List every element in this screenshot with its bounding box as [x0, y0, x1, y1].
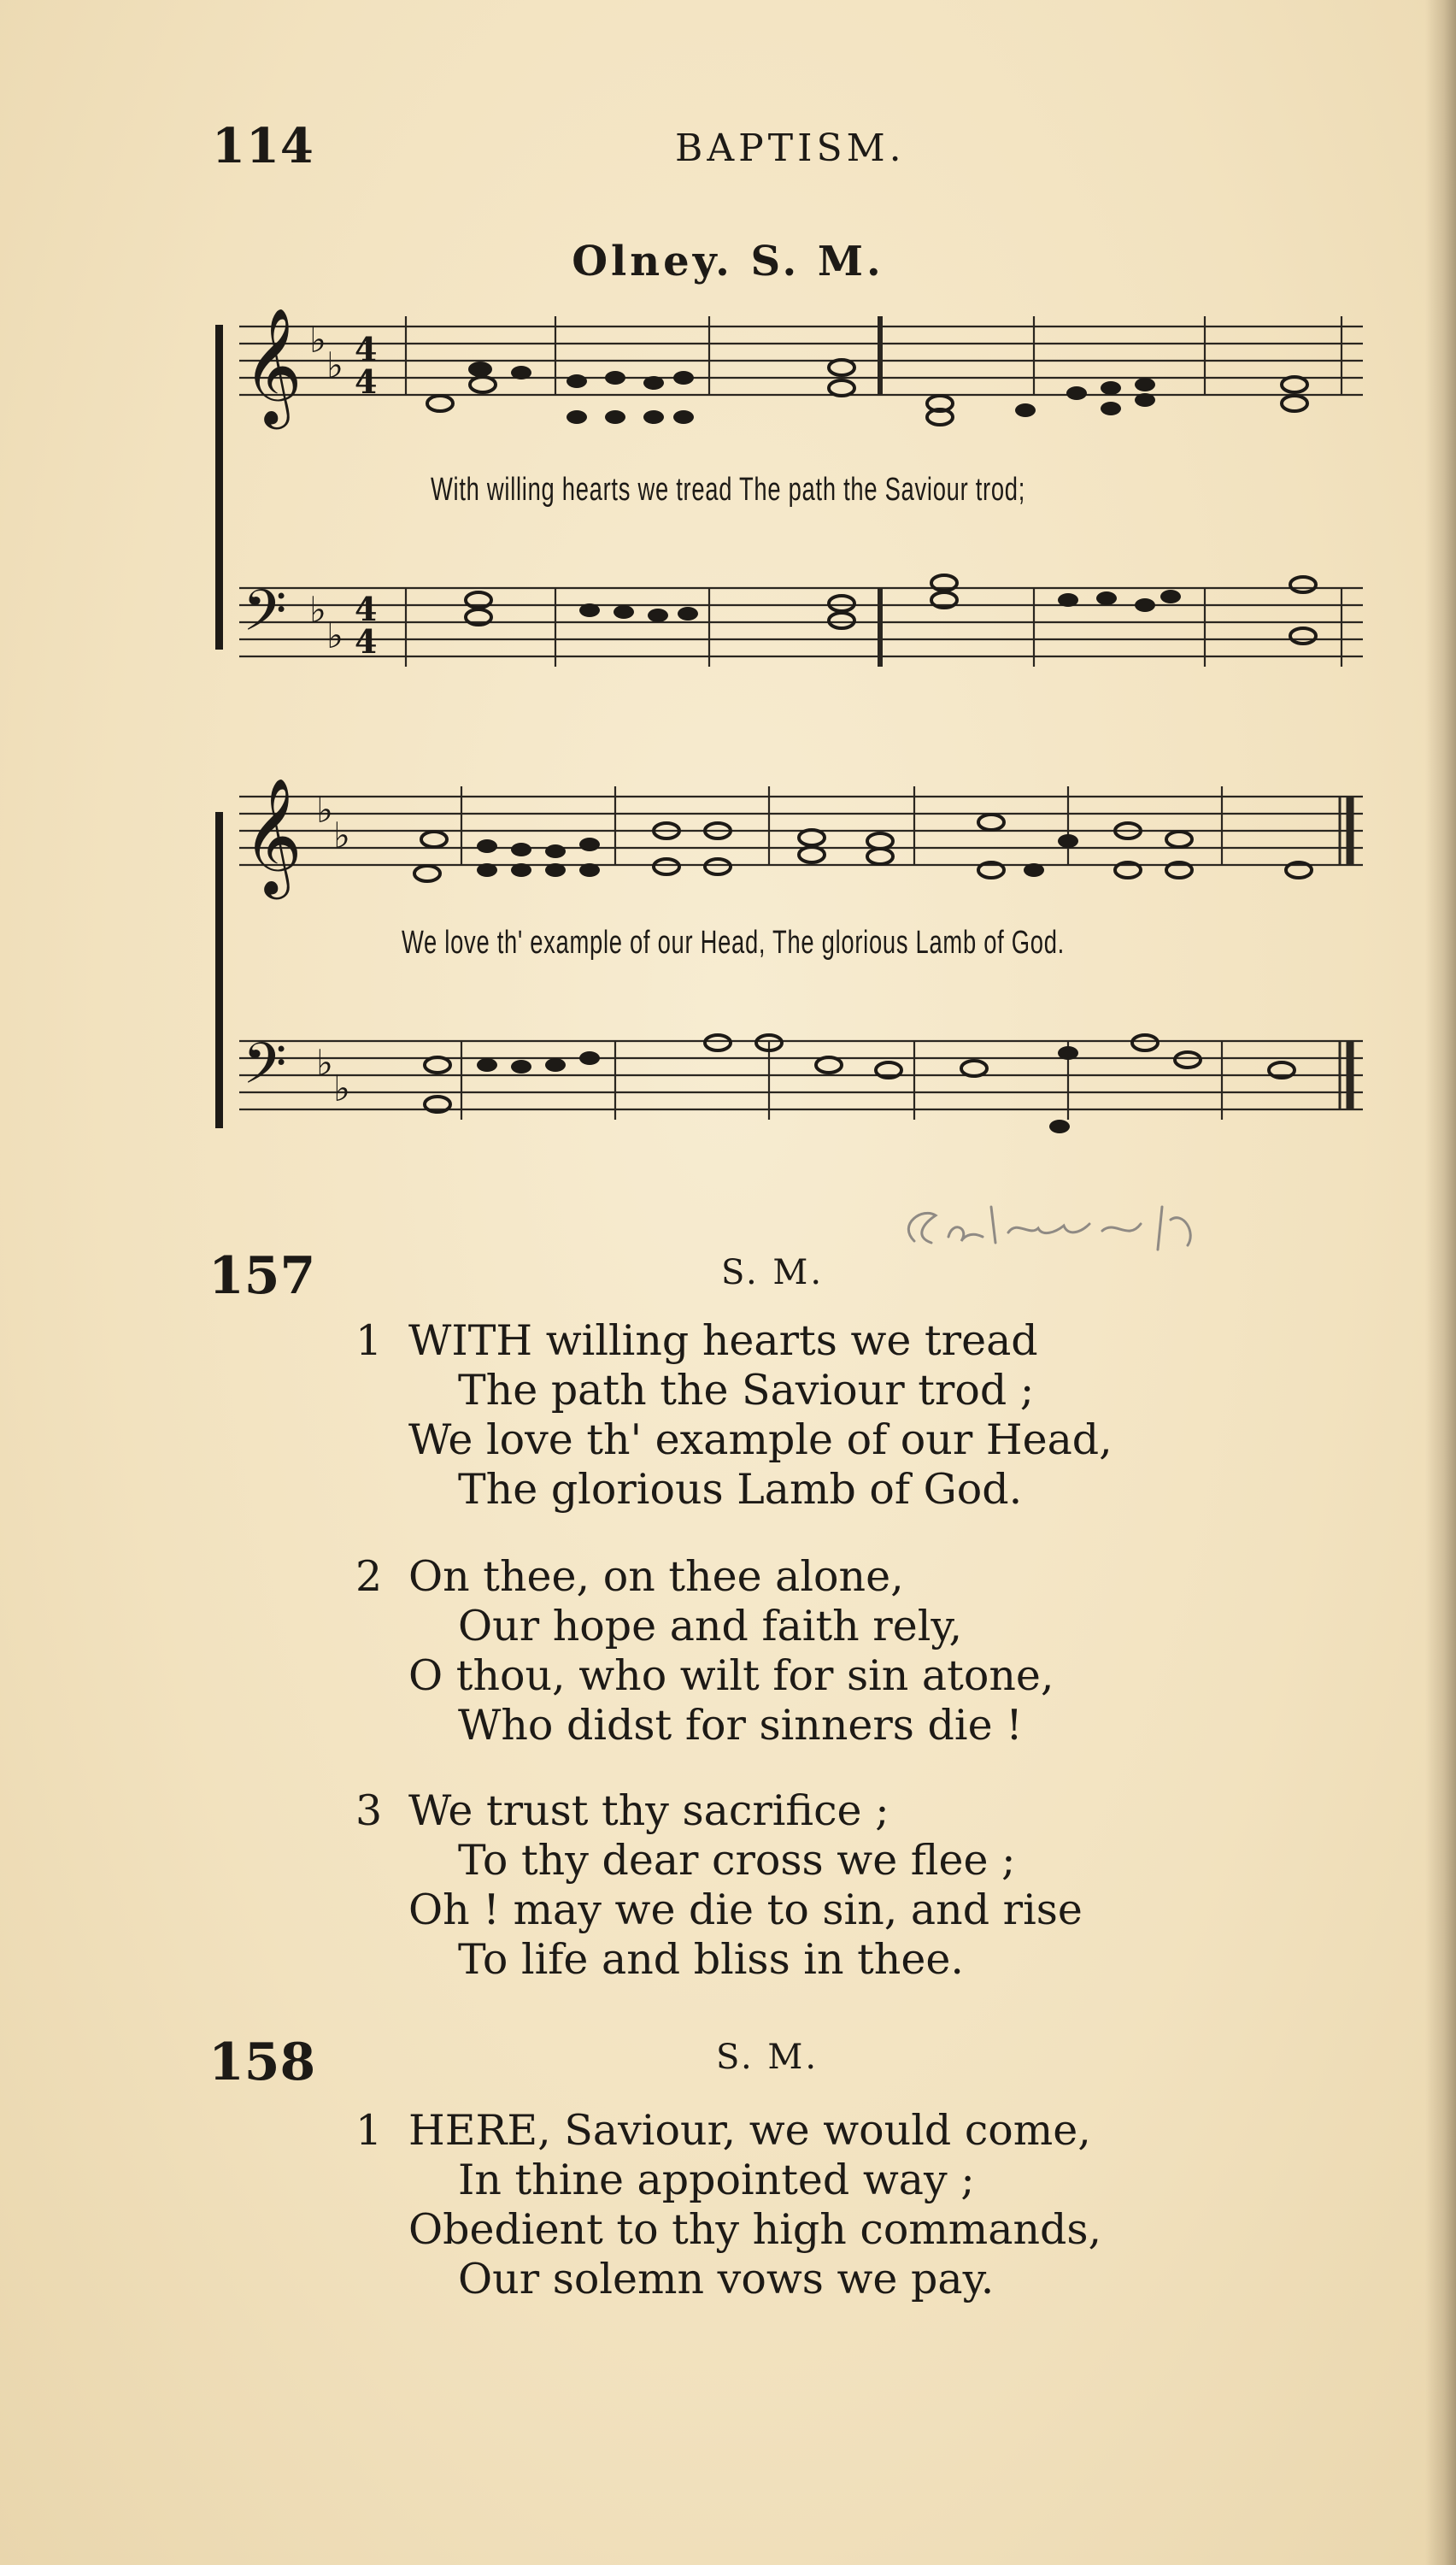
tune-title: Olney. S. M.	[572, 238, 884, 285]
page-header	[0, 118, 1456, 186]
stanza-number: 1	[355, 1316, 383, 1365]
stanza-line: We love th' example of our Head,	[408, 1415, 1113, 1464]
svg-text:4: 4	[355, 590, 378, 628]
stanza-line: We trust thy sacrifice ;	[408, 1786, 889, 1835]
stanza-line: In thine appointed way ;	[458, 2156, 975, 2204]
hymn-157-stanza-1	[355, 1316, 1113, 1515]
stanza-line: Our solemn vows we pay.	[458, 2255, 995, 2303]
svg-text:♭: ♭	[309, 319, 326, 361]
stanza-line: On thee, on thee alone,	[408, 1552, 904, 1601]
tune-lyrics-line-1: With willing hearts we tread The path the Saviour trod;	[431, 472, 1026, 508]
svg-text:𝄢: 𝄢	[243, 1031, 287, 1110]
handwritten-note-signature	[889, 1190, 1248, 1267]
stanza-line: Oh ! may we die to sin, and rise	[408, 1886, 1083, 1934]
stanza-line: Who didst for sinners die !	[458, 1701, 1023, 1750]
svg-text:4: 4	[355, 362, 378, 401]
stanza-line: To thy dear cross we flee ;	[458, 1836, 1016, 1885]
hymn-158-meter: S. M.	[716, 2038, 819, 2077]
svg-text:𝄢: 𝄢	[243, 578, 287, 657]
page-edge-shadow	[1425, 0, 1456, 2565]
svg-text:♭: ♭	[333, 1068, 350, 1109]
stanza-line: Our hope and faith rely,	[458, 1602, 963, 1650]
svg-text:4: 4	[355, 622, 378, 661]
stanza-number: 3	[355, 1786, 383, 1835]
stanza-line: O thou, who wilt for sin atone,	[408, 1651, 1054, 1700]
stanza-line: WITH willing hearts we tread	[408, 1316, 1038, 1365]
svg-text:♭: ♭	[316, 789, 333, 831]
stanza-line: To life and bliss in thee.	[458, 1935, 964, 1984]
svg-text:𝄞: 𝄞	[243, 306, 302, 424]
page-number: 114	[212, 118, 314, 174]
svg-text:𝄞: 𝄞	[243, 776, 302, 894]
hymn-157-meter: S. M.	[721, 1253, 825, 1292]
stanza-line: Obedient to thy high commands,	[408, 2205, 1102, 2254]
tune-lyrics-line-2: We love th' example of our Head, The glorious Lamb of God.	[402, 925, 1065, 961]
hymn-158-stanza-1	[355, 2106, 1101, 2304]
hymn-number-158: 158	[208, 2033, 316, 2092]
stanza-number: 1	[355, 2106, 383, 2155]
svg-text:♭: ♭	[309, 589, 326, 631]
svg-text:♭: ♭	[326, 344, 343, 386]
stanza-line: The glorious Lamb of God.	[458, 1465, 1023, 1514]
stanza-line: The path the Saviour trod ;	[458, 1366, 1035, 1415]
stanza-line: HERE, Saviour, we would come,	[408, 2106, 1091, 2155]
hymn-157-stanza-2	[355, 1552, 1054, 1750]
svg-text:♭: ♭	[333, 815, 350, 856]
running-head: BAPTISM.	[675, 126, 906, 170]
svg-text:4: 4	[355, 330, 378, 368]
svg-text:♭: ♭	[316, 1042, 333, 1084]
svg-text:♭: ♭	[326, 615, 343, 656]
stanza-number: 2	[355, 1552, 383, 1601]
hymn-157-stanza-3	[355, 1786, 1083, 1985]
hymn-number-157: 157	[208, 1246, 316, 1306]
